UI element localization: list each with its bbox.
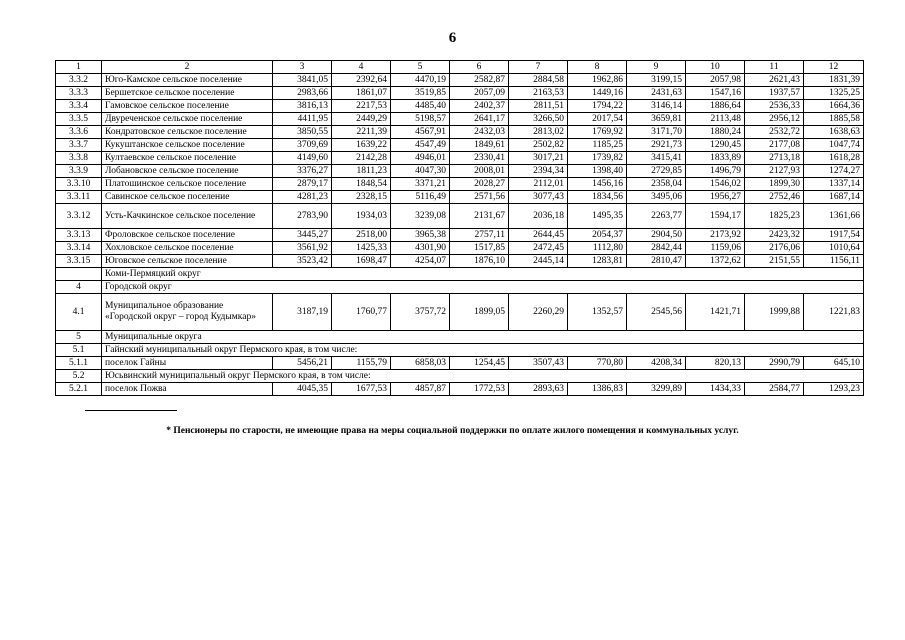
row-value: 2621,43 — [745, 74, 804, 87]
row-code: 3.3.12 — [56, 204, 102, 229]
row-value: 4208,34 — [627, 357, 686, 370]
row-value: 2571,56 — [450, 191, 509, 204]
row-value: 2811,51 — [509, 100, 568, 113]
row-value: 2641,17 — [450, 113, 509, 126]
column-number-header: 8 — [568, 61, 627, 74]
district-code: 5.1 — [56, 344, 102, 357]
row-value: 2729,85 — [627, 165, 686, 178]
row-value: 3146,14 — [627, 100, 686, 113]
table-row — [56, 383, 864, 396]
row-name: Кондратовское сельское поселение — [102, 126, 273, 139]
row-value: 3199,15 — [627, 74, 686, 87]
row-value: 1639,22 — [332, 139, 391, 152]
row-value: 3523,42 — [273, 255, 332, 268]
row-value: 1155,79 — [332, 357, 391, 370]
row-value: 3659,81 — [627, 113, 686, 126]
table-row — [56, 242, 864, 255]
column-number-header: 12 — [804, 61, 864, 74]
row-code: 3.3.2 — [56, 74, 102, 87]
row-value: 2713,18 — [745, 152, 804, 165]
row-value: 2431,63 — [627, 87, 686, 100]
row-value: 2211,39 — [332, 126, 391, 139]
row-value: 2536,33 — [745, 100, 804, 113]
row-value: 1739,82 — [568, 152, 627, 165]
row-name: Савинское сельское поселение — [102, 191, 273, 204]
row-value: 1283,81 — [568, 255, 627, 268]
row-name: Двуреченское сельское поселение — [102, 113, 273, 126]
row-value: 2142,28 — [332, 152, 391, 165]
section-title: Городской округ — [102, 281, 864, 294]
row-value: 1769,92 — [568, 126, 627, 139]
row-value: 1517,85 — [450, 242, 509, 255]
row-value: 4254,07 — [391, 255, 450, 268]
section-title: Коми-Пермяцкий округ — [102, 268, 864, 281]
row-value: 2472,45 — [509, 242, 568, 255]
section-row — [56, 268, 864, 281]
row-name: поселок Пожва — [102, 383, 273, 396]
row-value: 1834,56 — [568, 191, 627, 204]
section-code — [56, 268, 102, 281]
row-value: 4149,60 — [273, 152, 332, 165]
row-name: Кукуштанское сельское поселение — [102, 139, 273, 152]
row-value: 1594,17 — [686, 204, 745, 229]
row-value: 3171,70 — [627, 126, 686, 139]
row-value: 2904,50 — [627, 229, 686, 242]
row-value: 2532,72 — [745, 126, 804, 139]
row-value: 1885,58 — [804, 113, 864, 126]
row-value: 2983,66 — [273, 87, 332, 100]
row-name: Усть-Качкинское сельское поселение — [102, 204, 273, 229]
row-value: 3077,43 — [509, 191, 568, 204]
row-value: 2036,18 — [509, 204, 568, 229]
district-row — [56, 344, 864, 357]
footnote-divider — [85, 410, 177, 411]
column-number-header: 3 — [273, 61, 332, 74]
row-value: 4470,19 — [391, 74, 450, 87]
row-value: 2884,58 — [509, 74, 568, 87]
row-value: 4281,23 — [273, 191, 332, 204]
row-value: 1999,88 — [745, 294, 804, 331]
row-value: 3561,92 — [273, 242, 332, 255]
column-number-header: 11 — [745, 61, 804, 74]
row-value: 3445,27 — [273, 229, 332, 242]
row-value: 2217,53 — [332, 100, 391, 113]
row-value: 1221,83 — [804, 294, 864, 331]
row-value: 1159,06 — [686, 242, 745, 255]
row-value: 3850,55 — [273, 126, 332, 139]
row-value: 1112,80 — [568, 242, 627, 255]
row-value: 2057,98 — [686, 74, 745, 87]
column-number-header: 2 — [102, 61, 273, 74]
row-value: 2330,41 — [450, 152, 509, 165]
table-row — [56, 191, 864, 204]
row-value: 2752,46 — [745, 191, 804, 204]
row-value: 1274,27 — [804, 165, 864, 178]
row-value: 1386,83 — [568, 383, 627, 396]
row-value: 2127,93 — [745, 165, 804, 178]
row-value: 3507,43 — [509, 357, 568, 370]
row-value: 1496,79 — [686, 165, 745, 178]
row-value: 1425,33 — [332, 242, 391, 255]
row-value: 4485,40 — [391, 100, 450, 113]
row-value: 4567,91 — [391, 126, 450, 139]
row-value: 3757,72 — [391, 294, 450, 331]
table-row — [56, 255, 864, 268]
row-name: Юговское сельское поселение — [102, 255, 273, 268]
row-value: 2545,56 — [627, 294, 686, 331]
row-value: 1849,61 — [450, 139, 509, 152]
row-value: 2445,14 — [509, 255, 568, 268]
row-value: 1398,40 — [568, 165, 627, 178]
row-value: 1876,10 — [450, 255, 509, 268]
district-code: 5.2 — [56, 370, 102, 383]
header-row — [56, 61, 864, 74]
row-value: 1456,16 — [568, 178, 627, 191]
row-value: 1848,54 — [332, 178, 391, 191]
row-value: 1886,64 — [686, 100, 745, 113]
row-value: 2893,63 — [509, 383, 568, 396]
row-value: 1899,05 — [450, 294, 509, 331]
row-value: 2057,09 — [450, 87, 509, 100]
row-code: 5.1.1 — [56, 357, 102, 370]
row-value: 4547,49 — [391, 139, 450, 152]
section-code: 5 — [56, 331, 102, 344]
row-value: 1934,03 — [332, 204, 391, 229]
row-code: 3.3.13 — [56, 229, 102, 242]
footnote: * Пенсионеры по старости, не имеющие права на меры социальной поддержки по оплате жилого помещения и коммунальных услуг. — [166, 426, 739, 436]
row-value: 2879,17 — [273, 178, 332, 191]
row-value: 2842,44 — [627, 242, 686, 255]
row-value: 1899,30 — [745, 178, 804, 191]
row-value: 2263,77 — [627, 204, 686, 229]
row-name: Платошинское сельское поселение — [102, 178, 273, 191]
row-value: 1254,45 — [450, 357, 509, 370]
row-value: 2028,27 — [450, 178, 509, 191]
row-value: 2449,29 — [332, 113, 391, 126]
table-row — [56, 152, 864, 165]
row-value: 2151,55 — [745, 255, 804, 268]
column-number-header: 7 — [509, 61, 568, 74]
row-name: Гамовское сельское поселение — [102, 100, 273, 113]
row-value: 1010,64 — [804, 242, 864, 255]
row-value: 2990,79 — [745, 357, 804, 370]
row-code: 3.3.5 — [56, 113, 102, 126]
row-value: 4857,87 — [391, 383, 450, 396]
row-value: 1825,23 — [745, 204, 804, 229]
row-value: 2163,53 — [509, 87, 568, 100]
row-name: Фроловское сельское поселение — [102, 229, 273, 242]
row-name: Муниципальное образование «Городской округ – город Кудымкар» — [102, 294, 273, 331]
table-row — [56, 357, 864, 370]
row-code: 3.3.15 — [56, 255, 102, 268]
row-value: 2008,01 — [450, 165, 509, 178]
district-title: Гайнский муниципальный округ Пермского края, в том числе: — [102, 344, 864, 357]
district-title: Юсьвинский муниципальный округ Пермского края, в том числе: — [102, 370, 864, 383]
row-name: Лобановское сельское поселение — [102, 165, 273, 178]
row-value: 2584,77 — [745, 383, 804, 396]
row-value: 5456,21 — [273, 357, 332, 370]
row-value: 3709,69 — [273, 139, 332, 152]
row-value: 2017,54 — [568, 113, 627, 126]
table-row — [56, 178, 864, 191]
row-value: 1917,54 — [804, 229, 864, 242]
row-value: 2394,34 — [509, 165, 568, 178]
table-row — [56, 87, 864, 100]
row-code: 4.1 — [56, 294, 102, 331]
row-code: 3.3.8 — [56, 152, 102, 165]
district-row — [56, 370, 864, 383]
row-value: 4411,95 — [273, 113, 332, 126]
row-value: 1325,25 — [804, 87, 864, 100]
row-value: 3376,27 — [273, 165, 332, 178]
row-value: 1664,36 — [804, 100, 864, 113]
row-value: 2392,64 — [332, 74, 391, 87]
row-code: 3.3.7 — [56, 139, 102, 152]
row-value: 4045,35 — [273, 383, 332, 396]
table-row — [56, 113, 864, 126]
row-code: 3.3.4 — [56, 100, 102, 113]
row-value: 2112,01 — [509, 178, 568, 191]
row-value: 1618,28 — [804, 152, 864, 165]
row-value: 1937,57 — [745, 87, 804, 100]
table-row — [56, 139, 864, 152]
row-value: 2328,15 — [332, 191, 391, 204]
row-value: 4946,01 — [391, 152, 450, 165]
row-code: 3.3.6 — [56, 126, 102, 139]
row-value: 3371,21 — [391, 178, 450, 191]
row-name: Юго-Камское сельское поселение — [102, 74, 273, 87]
row-value: 6858,03 — [391, 357, 450, 370]
column-number-header: 5 — [391, 61, 450, 74]
row-value: 2921,73 — [627, 139, 686, 152]
table-row — [56, 74, 864, 87]
row-value: 2956,12 — [745, 113, 804, 126]
row-value: 2582,87 — [450, 74, 509, 87]
row-value: 3266,50 — [509, 113, 568, 126]
section-code: 4 — [56, 281, 102, 294]
row-value: 3299,89 — [627, 383, 686, 396]
row-value: 1698,47 — [332, 255, 391, 268]
table-row — [56, 126, 864, 139]
row-value: 2260,29 — [509, 294, 568, 331]
row-value: 1956,27 — [686, 191, 745, 204]
row-value: 1794,22 — [568, 100, 627, 113]
table-row — [56, 204, 864, 229]
row-value: 1434,33 — [686, 383, 745, 396]
row-value: 1687,14 — [804, 191, 864, 204]
row-value: 3239,08 — [391, 204, 450, 229]
row-value: 5116,49 — [391, 191, 450, 204]
row-value: 2358,04 — [627, 178, 686, 191]
row-value: 1677,53 — [332, 383, 391, 396]
row-value: 1185,25 — [568, 139, 627, 152]
row-value: 1760,77 — [332, 294, 391, 331]
row-value: 1290,45 — [686, 139, 745, 152]
row-value: 1372,62 — [686, 255, 745, 268]
row-value: 1833,89 — [686, 152, 745, 165]
row-code: 3.3.10 — [56, 178, 102, 191]
row-value: 2054,37 — [568, 229, 627, 242]
column-number-header: 10 — [686, 61, 745, 74]
row-value: 2810,47 — [627, 255, 686, 268]
row-name: Хохловское сельское поселение — [102, 242, 273, 255]
row-value: 645,10 — [804, 357, 864, 370]
row-value: 2432,03 — [450, 126, 509, 139]
row-value: 5198,57 — [391, 113, 450, 126]
row-code: 3.3.9 — [56, 165, 102, 178]
row-name: поселок Гайны — [102, 357, 273, 370]
table-row — [56, 294, 864, 331]
row-value: 3965,38 — [391, 229, 450, 242]
page-number: 6 — [448, 30, 457, 46]
row-value: 3415,41 — [627, 152, 686, 165]
row-value: 2502,82 — [509, 139, 568, 152]
row-value: 1772,53 — [450, 383, 509, 396]
row-value: 3017,21 — [509, 152, 568, 165]
row-value: 1546,02 — [686, 178, 745, 191]
row-value: 1293,23 — [804, 383, 864, 396]
row-value: 2757,11 — [450, 229, 509, 242]
table-row — [56, 229, 864, 242]
row-value: 1047,74 — [804, 139, 864, 152]
row-value: 3519,85 — [391, 87, 450, 100]
row-value: 1831,39 — [804, 74, 864, 87]
row-value: 2644,45 — [509, 229, 568, 242]
row-value: 1861,07 — [332, 87, 391, 100]
row-value: 1352,57 — [568, 294, 627, 331]
row-value: 1156,11 — [804, 255, 864, 268]
row-value: 1495,35 — [568, 204, 627, 229]
row-value: 770,80 — [568, 357, 627, 370]
row-value: 1962,86 — [568, 74, 627, 87]
row-code: 5.2.1 — [56, 383, 102, 396]
section-row — [56, 331, 864, 344]
row-value: 2783,90 — [273, 204, 332, 229]
row-value: 2423,32 — [745, 229, 804, 242]
row-code: 3.3.3 — [56, 87, 102, 100]
row-value: 1449,16 — [568, 87, 627, 100]
column-number-header: 4 — [332, 61, 391, 74]
table-row — [56, 165, 864, 178]
tariff-table — [55, 60, 864, 396]
row-value: 4047,30 — [391, 165, 450, 178]
row-value: 2177,08 — [745, 139, 804, 152]
row-value: 4301,90 — [391, 242, 450, 255]
row-value: 1361,66 — [804, 204, 864, 229]
row-value: 2173,92 — [686, 229, 745, 242]
row-value: 3841,05 — [273, 74, 332, 87]
row-value: 2813,02 — [509, 126, 568, 139]
row-value: 2402,37 — [450, 100, 509, 113]
row-value: 2131,67 — [450, 204, 509, 229]
row-value: 3495,06 — [627, 191, 686, 204]
section-row — [56, 281, 864, 294]
row-name: Култаевское сельское поселение — [102, 152, 273, 165]
column-number-header: 6 — [450, 61, 509, 74]
table-row — [56, 100, 864, 113]
section-title: Муниципальные округа — [102, 331, 864, 344]
row-value: 1547,16 — [686, 87, 745, 100]
row-value: 1811,23 — [332, 165, 391, 178]
row-value: 2113,48 — [686, 113, 745, 126]
row-value: 3816,13 — [273, 100, 332, 113]
column-number-header: 9 — [627, 61, 686, 74]
column-number-header: 1 — [56, 61, 102, 74]
row-value: 1421,71 — [686, 294, 745, 331]
row-value: 1337,14 — [804, 178, 864, 191]
row-value: 1638,63 — [804, 126, 864, 139]
row-code: 3.3.14 — [56, 242, 102, 255]
row-value: 1880,24 — [686, 126, 745, 139]
row-value: 3187,19 — [273, 294, 332, 331]
row-value: 2518,00 — [332, 229, 391, 242]
row-code: 3.3.11 — [56, 191, 102, 204]
row-value: 820,13 — [686, 357, 745, 370]
row-value: 2176,06 — [745, 242, 804, 255]
row-name: Бершетское сельское поселение — [102, 87, 273, 100]
